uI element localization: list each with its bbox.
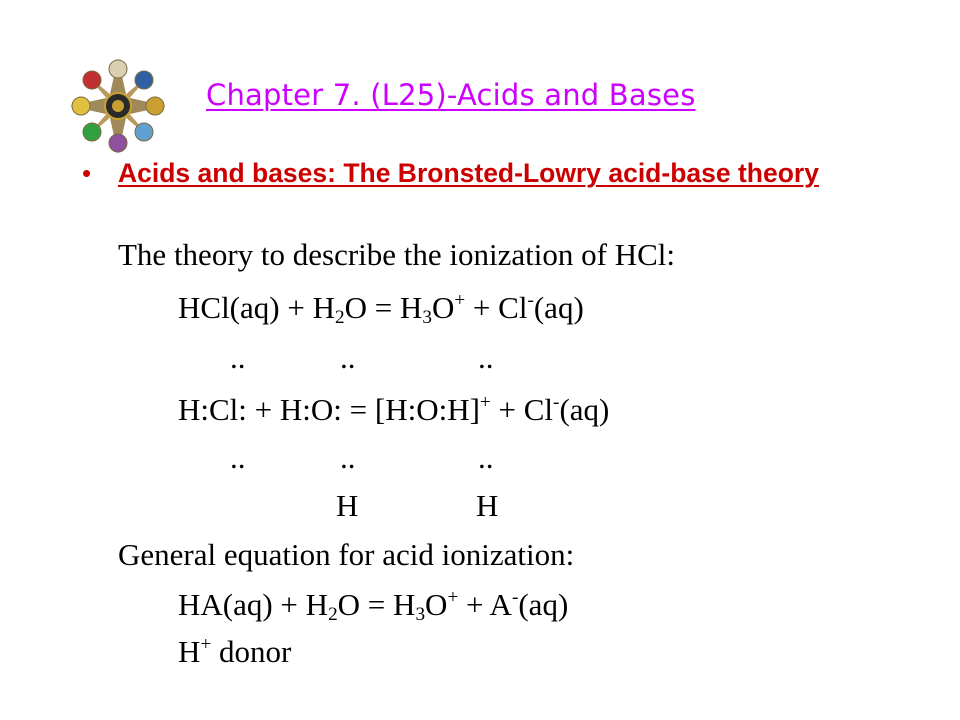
bullet-icon: • [82,158,92,188]
chemistry-branches-logo-icon [66,54,170,158]
proton-donor-label: H+ donor [178,634,292,669]
logo-node-environmental [135,123,153,141]
intro-text: The theory to describe the ionization of HCl: [118,237,675,272]
section-heading: Acids and bases: The Bronsted-Lowry acid-base theory [118,158,819,188]
general-equation-text: General equation for acid ionization: [118,537,575,572]
logo-node-biochemistry [109,60,127,78]
general-acid-equation: $HA(aq) + H_2O = H_3O^+ + A^-(aq)$ [178,587,569,626]
logo-node-industrial [83,71,101,89]
page-title: Chapter 7. (L25)-Acids and Bases [206,78,696,112]
logo-node-inorganic [135,71,153,89]
logo-node-organic [146,97,164,115]
logo-node-physical [72,97,90,115]
lone-pair-dots-bottom-3: .. [478,440,494,475]
logo-node-analytical [83,123,101,141]
lewis-equation: H:Cl: + H:O: = [H:O:H]+ + Cl-(aq) [178,392,610,427]
logo-node-nuclear [109,134,127,152]
hcl-equation: $HCl(aq) + H_2O = H_3O^+ + Cl^-(aq)$ [178,290,584,329]
lone-pair-dots-top-2: .. [340,340,356,375]
hydrogen-label-2: H [476,488,499,523]
lone-pair-dots-bottom-2: .. [340,440,356,475]
lone-pair-dots-bottom-1: .. [230,440,246,475]
hydrogen-label-1: H [336,488,359,523]
lone-pair-dots-top-1: .. [230,340,246,375]
lone-pair-dots-top-3: .. [478,340,494,375]
